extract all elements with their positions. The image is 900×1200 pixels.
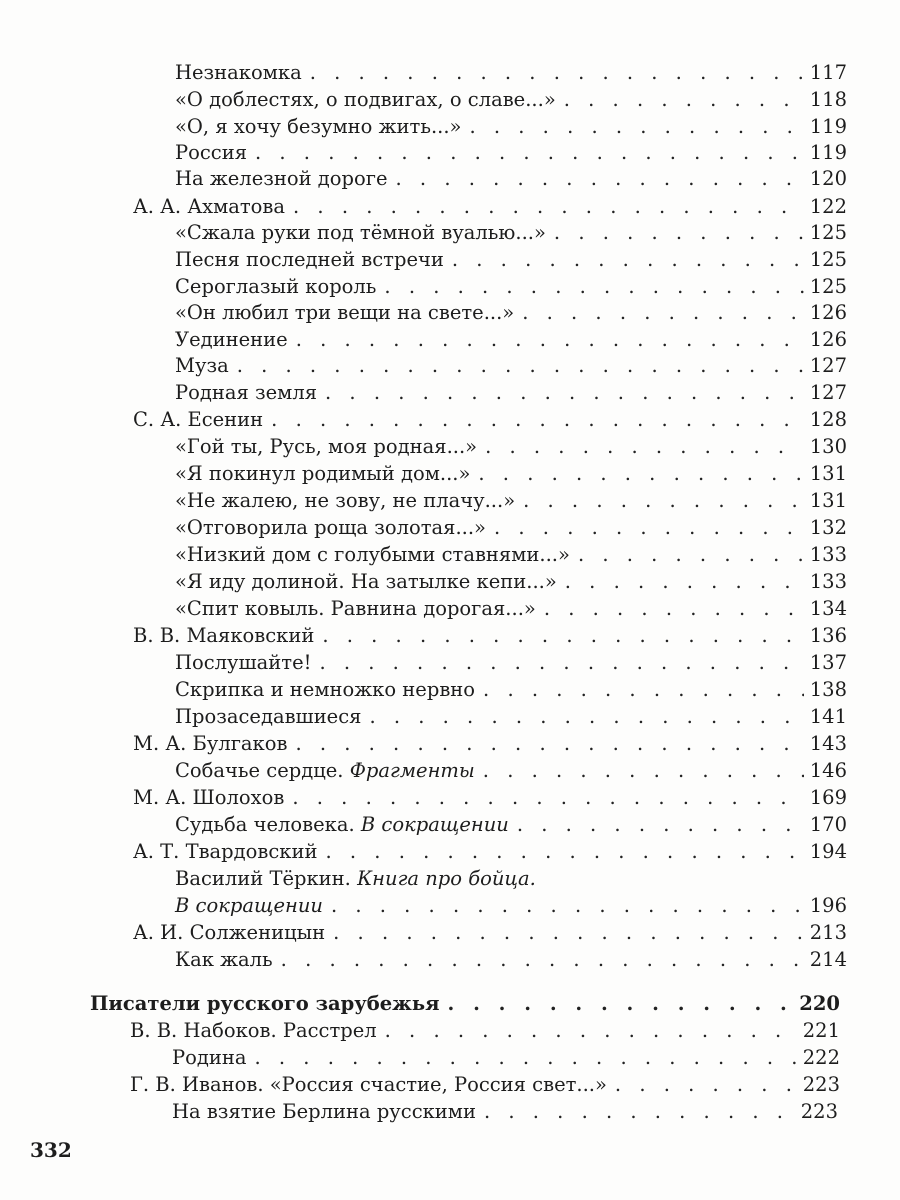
toc-entry bbox=[175, 515, 847, 541]
entry-page: 143 bbox=[809, 732, 847, 755]
entry-title: Василий Тёркин. Книга про бойца. bbox=[175, 867, 536, 890]
entry-title: Родная земля bbox=[175, 381, 318, 404]
entry-title: М. А. Булгаков bbox=[133, 732, 288, 755]
dot-leader bbox=[544, 596, 804, 622]
entry-page: 141 bbox=[809, 705, 847, 728]
entry-page: 170 bbox=[809, 813, 847, 836]
dot-leader bbox=[271, 407, 804, 433]
dot-leader bbox=[325, 380, 804, 406]
entry-title: Скрипка и немножко нервно bbox=[175, 678, 476, 701]
dot-leader bbox=[483, 758, 804, 784]
entry-title: На взятие Берлина русскими bbox=[172, 1100, 476, 1123]
toc-entry bbox=[175, 758, 847, 784]
entry-page: 131 bbox=[809, 462, 847, 485]
entry-title: На железной дороге bbox=[175, 167, 388, 190]
entry-page: 122 bbox=[809, 195, 847, 218]
dot-leader bbox=[448, 991, 794, 1017]
dot-leader bbox=[517, 812, 804, 838]
entry-title: Россия bbox=[175, 141, 248, 164]
entry-page: 132 bbox=[809, 516, 847, 539]
entry-title: «Не жалею, не зову, не плачу...» bbox=[175, 489, 516, 512]
entry-title: Муза bbox=[175, 354, 229, 377]
dot-leader bbox=[384, 274, 803, 300]
dot-leader bbox=[478, 461, 803, 487]
toc-entry bbox=[175, 247, 847, 273]
toc-author-entry bbox=[133, 731, 847, 757]
entry-page: 119 bbox=[809, 141, 847, 164]
entry-page: 138 bbox=[809, 678, 847, 701]
dot-leader bbox=[281, 947, 804, 973]
dot-leader bbox=[292, 785, 803, 811]
toc-entry bbox=[175, 650, 847, 676]
entry-title: Послушайте! bbox=[175, 651, 312, 674]
entry-title: Сероглазый король bbox=[175, 275, 377, 298]
toc-author-entry bbox=[133, 839, 847, 865]
entry-page: 136 bbox=[809, 624, 847, 647]
entry-title: Уединение bbox=[175, 328, 288, 351]
dot-leader bbox=[483, 677, 804, 703]
entry-title: Песня последней встречи bbox=[175, 248, 444, 271]
entry-page: 169 bbox=[809, 786, 847, 809]
dot-leader bbox=[369, 704, 803, 730]
entry-title: В. В. Набоков. Расстрел bbox=[130, 1019, 377, 1042]
dot-leader bbox=[331, 893, 804, 919]
toc-author-entry bbox=[133, 194, 847, 220]
toc-entry bbox=[175, 60, 847, 86]
toc-entry bbox=[175, 166, 847, 192]
entry-title-italic: Книга про бойца. bbox=[357, 867, 536, 890]
dot-leader bbox=[485, 434, 804, 460]
toc-entry-continuation bbox=[175, 893, 847, 919]
dot-leader bbox=[326, 839, 804, 865]
entry-title: «Гой ты, Русь, моя родная...» bbox=[175, 435, 478, 458]
entry-title: Как жаль bbox=[175, 948, 273, 971]
entry-title: «О доблестях, о подвигах, о славе...» bbox=[175, 88, 556, 111]
entry-title: С. А. Есенин bbox=[133, 408, 264, 431]
entry-title: Собачье сердце. Фрагменты bbox=[175, 759, 475, 782]
entry-title: «Я покинул родимый дом...» bbox=[175, 462, 471, 485]
entry-page: 223 bbox=[802, 1073, 840, 1096]
toc-entry bbox=[175, 488, 847, 514]
toc-entry bbox=[172, 1099, 838, 1125]
entry-title: Судьба человека. В сокращении bbox=[175, 813, 509, 836]
dot-leader bbox=[469, 114, 803, 140]
toc-entry bbox=[175, 704, 847, 730]
toc-entry bbox=[175, 596, 847, 622]
entry-title-italic: Фрагменты bbox=[349, 759, 475, 782]
toc-entry bbox=[175, 353, 847, 379]
entry-title: В. В. Маяковский bbox=[133, 624, 315, 647]
dot-leader bbox=[333, 920, 804, 946]
dot-leader bbox=[255, 1045, 797, 1071]
entry-page: 120 bbox=[809, 167, 847, 190]
dot-leader bbox=[565, 569, 804, 595]
dot-leader bbox=[554, 220, 804, 246]
dot-leader bbox=[564, 87, 804, 113]
entry-page: 125 bbox=[809, 275, 847, 298]
toc-entry bbox=[175, 300, 847, 326]
entry-page: 119 bbox=[809, 115, 847, 138]
entry-title: «Отговорила роща золотая...» bbox=[175, 516, 486, 539]
entry-page: 214 bbox=[809, 948, 847, 971]
entry-page: 131 bbox=[809, 489, 847, 512]
dot-leader bbox=[293, 194, 804, 220]
entry-page: 133 bbox=[809, 543, 847, 566]
entry-title: «Низкий дом с голубыми ставнями...» bbox=[175, 543, 570, 566]
toc-author-entry bbox=[133, 920, 847, 946]
dot-leader bbox=[319, 650, 803, 676]
entry-title: М. А. Шолохов bbox=[133, 786, 285, 809]
entry-title: Прозаседавшиеся bbox=[175, 705, 362, 728]
toc-entry bbox=[175, 542, 847, 568]
toc-author-entry bbox=[133, 785, 847, 811]
entry-page: 130 bbox=[809, 435, 847, 458]
entry-page: 125 bbox=[809, 248, 847, 271]
toc-entry bbox=[175, 569, 847, 595]
entry-title: «Он любил три вещи на свете...» bbox=[175, 301, 515, 324]
dot-leader bbox=[385, 1018, 797, 1044]
toc-entry bbox=[175, 274, 847, 300]
entry-page: 125 bbox=[809, 221, 847, 244]
dot-leader bbox=[578, 542, 804, 568]
dot-leader bbox=[522, 300, 804, 326]
dot-leader bbox=[237, 353, 804, 379]
toc-entry bbox=[175, 947, 847, 973]
entry-page: 128 bbox=[809, 408, 847, 431]
toc-entry-first-line bbox=[175, 866, 847, 892]
toc-entry bbox=[175, 114, 847, 140]
entry-title: «Спит ковыль. Равнина дорогая...» bbox=[175, 597, 536, 620]
dot-leader bbox=[310, 60, 804, 86]
entry-title: Г. В. Иванов. «Россия счастие, Россия свет...» bbox=[130, 1073, 607, 1096]
entry-page: 223 bbox=[800, 1100, 838, 1123]
entry-page: 194 bbox=[809, 840, 847, 863]
dot-leader bbox=[615, 1072, 797, 1098]
toc-author-entry bbox=[130, 1072, 840, 1098]
entry-page: 118 bbox=[809, 88, 847, 111]
dot-leader bbox=[523, 488, 804, 514]
toc-author-entry bbox=[133, 623, 847, 649]
entry-page: 146 bbox=[809, 759, 847, 782]
entry-title bbox=[175, 893, 323, 919]
entry-title: «О, я хочу безумно жить...» bbox=[175, 115, 462, 138]
entry-page: 196 bbox=[809, 894, 847, 917]
toc-entry bbox=[175, 327, 847, 353]
entry-page: 213 bbox=[809, 921, 847, 944]
dot-leader bbox=[484, 1099, 795, 1125]
entry-title: Писатели русского зарубежья bbox=[90, 992, 440, 1015]
toc-author-entry bbox=[130, 1018, 840, 1044]
toc-author-entry bbox=[133, 407, 847, 433]
toc-entry bbox=[175, 461, 847, 487]
entry-page: 221 bbox=[802, 1019, 840, 1042]
toc-entry bbox=[175, 677, 847, 703]
entry-page: 126 bbox=[809, 301, 847, 324]
entry-page: 127 bbox=[809, 354, 847, 377]
entry-page: 127 bbox=[809, 381, 847, 404]
entry-page: 126 bbox=[809, 328, 847, 351]
toc-entry bbox=[175, 220, 847, 246]
entry-title: А. А. Ахматова bbox=[133, 195, 286, 218]
toc-section-heading bbox=[90, 991, 840, 1017]
entry-title: «Сжала руки под тёмной вуалью...» bbox=[175, 221, 546, 244]
toc-entry bbox=[175, 434, 847, 460]
entry-title: Незнакомка bbox=[175, 61, 302, 84]
toc-entry bbox=[175, 380, 847, 406]
entry-title-italic: В сокращении bbox=[360, 813, 509, 836]
entry-page: 134 bbox=[809, 597, 847, 620]
dot-leader bbox=[322, 623, 803, 649]
dot-leader bbox=[452, 247, 804, 273]
dot-leader bbox=[255, 140, 804, 166]
entry-title: Родина bbox=[172, 1046, 247, 1069]
toc-entry bbox=[175, 140, 847, 166]
entry-title: А. И. Солженицын bbox=[133, 921, 326, 944]
dot-leader bbox=[494, 515, 804, 541]
entry-page: 117 bbox=[809, 61, 847, 84]
entry-title-italic: В сокращении bbox=[175, 894, 323, 917]
toc-entry bbox=[175, 87, 847, 113]
entry-page: 222 bbox=[802, 1046, 840, 1069]
entry-page: 220 bbox=[799, 992, 840, 1015]
entry-page: 137 bbox=[809, 651, 847, 674]
page-number: 332 bbox=[30, 1138, 72, 1162]
dot-leader bbox=[295, 731, 803, 757]
toc-entry bbox=[175, 812, 847, 838]
entry-title: А. Т. Твардовский bbox=[133, 840, 318, 863]
dot-leader bbox=[296, 327, 804, 353]
entry-page: 133 bbox=[809, 570, 847, 593]
entry-title: «Я иду долиной. На затылке кепи...» bbox=[175, 570, 557, 593]
dot-leader bbox=[396, 166, 804, 192]
toc-entry bbox=[172, 1045, 840, 1071]
